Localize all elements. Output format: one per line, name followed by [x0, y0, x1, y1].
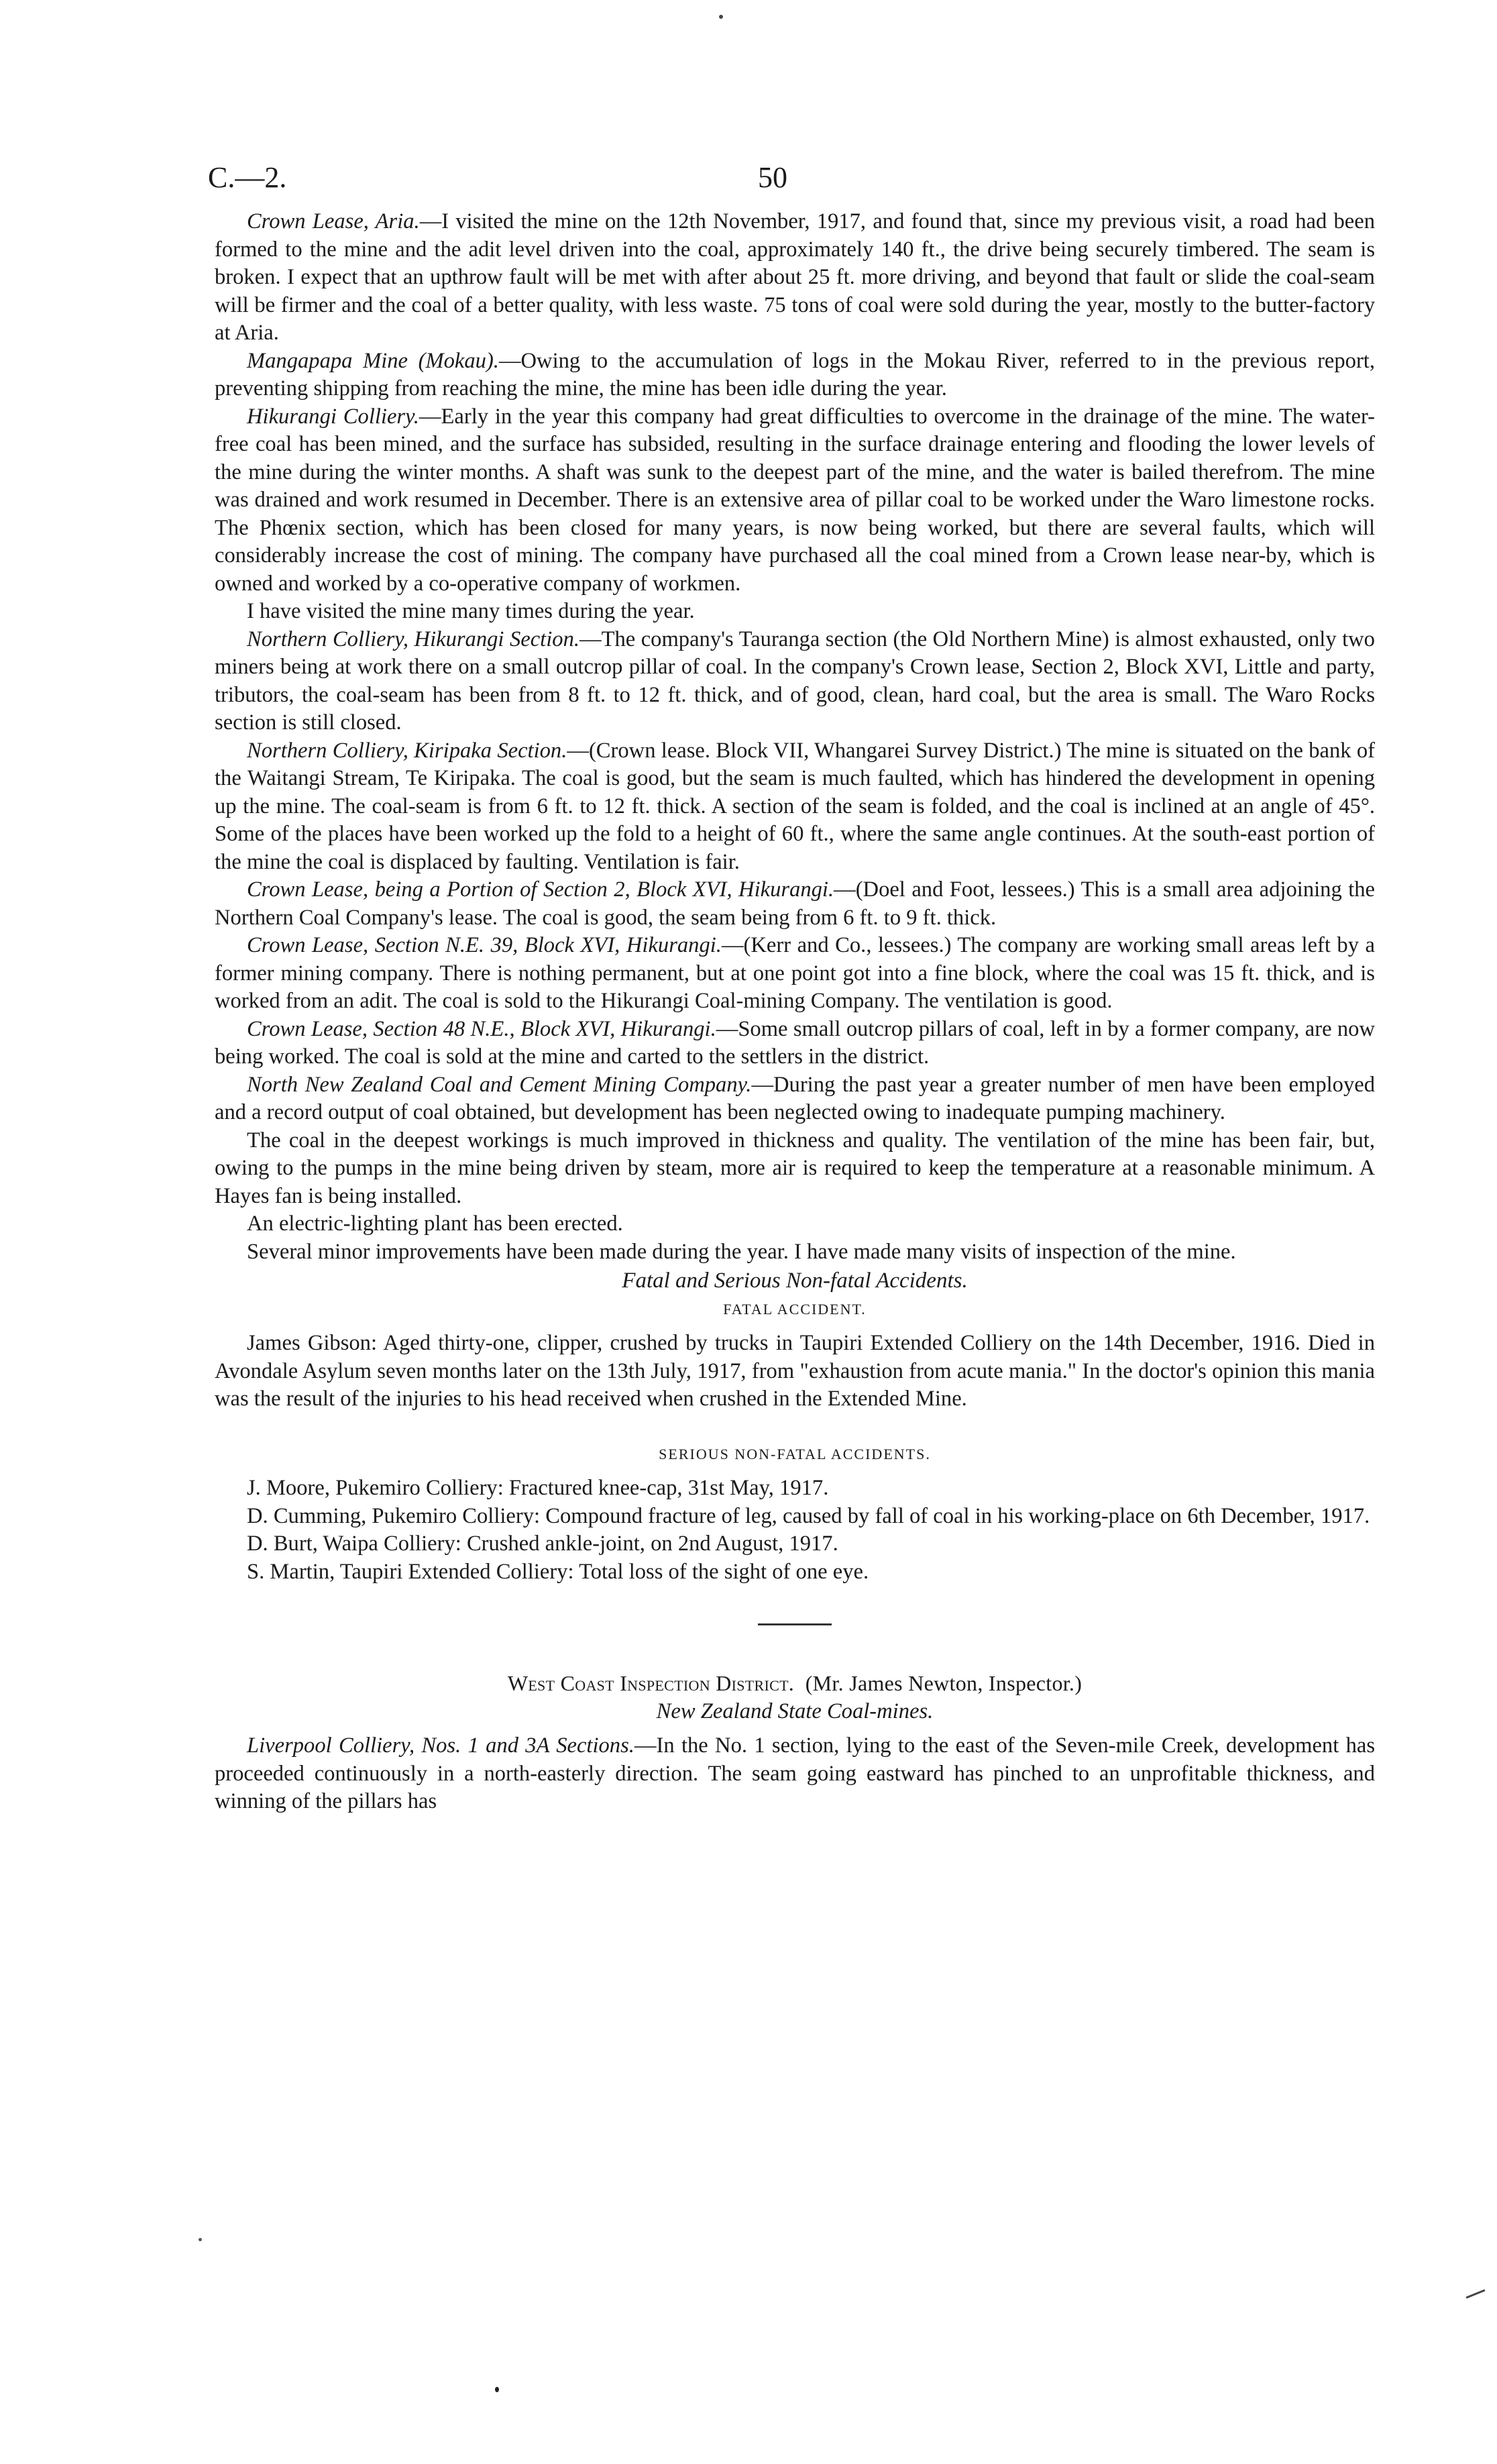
- fatal-accident-text: James Gibson: Aged thirty-one, clipper, crushed by trucks in Taupiri Extended Colliery on the 14th December, 1916. Died in Avondale Asylum seven months later on the 13th July, 1917, from "exhaustion from acute mania." In the doctor's opinion this mania was the result of the injuries to his head received when crushed in the Extended Mine.: [215, 1331, 1375, 1411]
- paragraph-northern-kiripaka: [215, 737, 1375, 877]
- paragraph-text: —I visited the mine on the 12th November, 1917, and found that, since my previous visit, a road had been formed to the mine and the adit level driven into the coal, approximately 140 ft., the drive being securely timbered. The seam is broken. I expect that an upthrow fault will be met with after about 25 ft. more driving, and beyond that fault or slide the coal-seam will be firmer and the coal of a better quality, with less waste. 75 tons of coal were sold during the year, mostly to the butter-factory at Aria.: [215, 209, 1376, 345]
- paragraph-title: Crown Lease, Aria.: [247, 209, 420, 233]
- page-number: 50: [758, 161, 787, 194]
- report-reference: C.—2.: [208, 161, 287, 194]
- paragraph-title: North New Zealand Coal and Cement Mining Company.: [247, 1072, 752, 1097]
- paragraph-text: —Owing to the accumulation of logs in the Mokau River, referred to in the previous report, preventing shipping from reaching the mine, the mine has been idle during the year.: [215, 348, 1376, 400]
- paragraph-text: —(Kerr and Co., lessees.) The company are working small areas left by a former mining company. There is nothing permanent, but at one point got into a fine block, where the coal was 15 ft. thick, and is worked from an adit. The coal is sold to the Hikurangi Coal-mining Company. The ventilation is good.: [215, 933, 1375, 1013]
- spacer: [215, 1625, 1375, 1663]
- paragraph-liverpool: [215, 1732, 1375, 1816]
- spacer: [215, 1323, 1375, 1330]
- spacer: [215, 1468, 1375, 1475]
- paragraph-text: Several minor improvements have been made during the year. I have made many visits of inspection of the mine.: [247, 1239, 1236, 1264]
- paragraph-mangapapa: [215, 347, 1375, 403]
- scan-speck: [199, 2238, 202, 2241]
- paragraph-text: I have visited the mine many times during the year.: [247, 599, 695, 623]
- paragraph-section-48: [215, 1016, 1375, 1071]
- spacer: [215, 1663, 1375, 1670]
- paragraph-text: —(Crown lease. Block VII, Whangarei Survey District.) The mine is situated on the bank of the Waitangi Stream, Te Kiripaka. The coal is good, but the seam is much faulted, which has hindered the development in opening up the mine. The coal-seam is from 6 ft. to 12 ft. thick. A section of the seam is folded, and the coal is inclined at an angle of 45°. Some of the places have been worked up the fold to a height of 60 ft., where the same angle continues. At the south-east portion of the mine the coal is displaced by faulting. Ventilation is fair.: [215, 738, 1376, 874]
- paragraph-deepest-workings: [215, 1127, 1375, 1211]
- district-inspector: (Mr. James Newton, Inspector.): [805, 1671, 1083, 1695]
- district-name: West Coast Inspection District.: [507, 1671, 795, 1695]
- paragraph-doel-foot: [215, 876, 1375, 932]
- paragraph-title: Northern Colliery, Kiripaka Section.: [247, 738, 567, 763]
- paragraph-text: —The company's Tauranga section (the Old Northern Mine) is almost exhausted, only two miners being at work there on a small outcrop pillar of coal. In the company's Crown lease, Section 2, Block XVI, Little and party, tributors, the coal-seam has been from 8 ft. to 12 ft. thick, and of good, clean, hard coal, but the area is small. The Waro Rocks section is still closed.: [215, 627, 1375, 735]
- paragraph-hikurangi: [215, 403, 1375, 598]
- state-mines-heading: New Zealand State Coal-mines.: [656, 1699, 934, 1723]
- serious-accidents-heading: SERIOUS NON-FATAL ACCIDENTS.: [659, 1445, 931, 1462]
- paragraph-title: Mangapapa Mine (Mokau).: [247, 348, 499, 373]
- paragraph-text: —(Doel and Foot, lessees.) This is a small area adjoining the Northern Coal Company's lease. The coal is good, the seam being from 6 ft. to 9 ft. thick.: [215, 877, 1375, 930]
- paragraph-title: Crown Lease, being a Portion of Section 2, Block XVI, Hikurangi.: [247, 877, 834, 902]
- paragraph-text: —In the No. 1 section, lying to the east of the Seven-mile Creek, development has proceeded continuously in a north-easterly direction. The seam going eastward has pinched to an unprofitable thickness, and winning of the pillars has: [215, 1733, 1375, 1813]
- scan-mark: [1466, 2289, 1486, 2298]
- page-body: [215, 208, 1375, 1816]
- paragraph-title: Northern Colliery, Hikurangi Section.: [247, 627, 579, 651]
- scan-speck: [719, 15, 723, 19]
- paragraph-improvements: [215, 1238, 1375, 1267]
- scan-speck: [495, 2387, 499, 2392]
- paragraph-north-nz-coal: [215, 1071, 1375, 1127]
- paragraph-title: Crown Lease, Section N.E. 39, Block XVI, Hikurangi.: [247, 933, 722, 957]
- paragraph-text: —Some small outcrop pillars of coal, left in by a former company, are now being worked. The coal is sold at the mine and carted to the settlers in the district.: [215, 1016, 1376, 1069]
- paragraph-text: —During the past year a greater number of men have been employed and a record output of coal obtained, but development has been neglected owing to inadequate pumping machinery.: [215, 1072, 1375, 1124]
- spacer: [215, 1725, 1375, 1732]
- paragraph-text: An electric-lighting plant has been erected.: [247, 1212, 623, 1236]
- paragraph-aria: [215, 208, 1375, 347]
- serious-accident-item: J. Moore, Pukemiro Colliery: Fractured knee-cap, 31st May, 1917.: [247, 1476, 829, 1500]
- district-heading: [215, 1670, 1375, 1698]
- paragraph-text: The coal in the deepest workings is much improved in thickness and quality. The ventilation of the mine has been fair, but, owing to the pumps in the mine being driven by steam, more air is required to keep the temperature at a reasonable minimum. A Hayes fan is being installed.: [215, 1128, 1375, 1208]
- serious-accident-item: D. Burt, Waipa Colliery: Crushed ankle-joint, on 2nd August, 1917.: [247, 1532, 838, 1556]
- accidents-heading: Fatal and Serious Non-fatal Accidents.: [622, 1269, 968, 1293]
- paragraph-northern-hikurangi: [215, 626, 1375, 737]
- paragraph-title: Crown Lease, Section 48 N.E., Block XVI, Hikurangi.: [247, 1016, 716, 1041]
- serious-accident-item: S. Martin, Taupiri Extended Colliery: Total loss of the sight of one eye.: [247, 1559, 869, 1584]
- paragraph-kerr: [215, 932, 1375, 1016]
- paragraph-visits: [215, 598, 1375, 626]
- spacer: [215, 1413, 1375, 1440]
- paragraph-electric: [215, 1210, 1375, 1238]
- spacer: [215, 1586, 1375, 1623]
- paragraph-title: Hikurangi Colliery.: [247, 404, 419, 429]
- paragraph-text: —Early in the year this company had great difficulties to overcome in the drainage of the mine. The water-free coal has been mined, and the surface has subsided, resulting in the surface drainage entering and flooding the lower levels of the mine during the winter months. A shaft was sunk to the deepest part of the mine, and the water is bailed therefrom. The mine was drained and work resumed in December. There is an extensive area of pillar coal to be worked under the Waro limestone rocks. The Phœnix section, which has been closed for many years, is now being worked, but there are several faults, which will considerably increase the cost of mining. The company have purchased all the coal mined from a Crown lease near-by, which is owned and worked by a co-operative company of workmen.: [215, 404, 1375, 596]
- paragraph-title: Liverpool Colliery, Nos. 1 and 3A Sections.: [247, 1733, 634, 1758]
- fatal-accident-heading: FATAL ACCIDENT.: [723, 1300, 867, 1318]
- serious-accident-item: D. Cumming, Pukemiro Colliery: Compound fracture of leg, caused by fall of coal in his working-place on 6th December, 1917.: [247, 1503, 1370, 1528]
